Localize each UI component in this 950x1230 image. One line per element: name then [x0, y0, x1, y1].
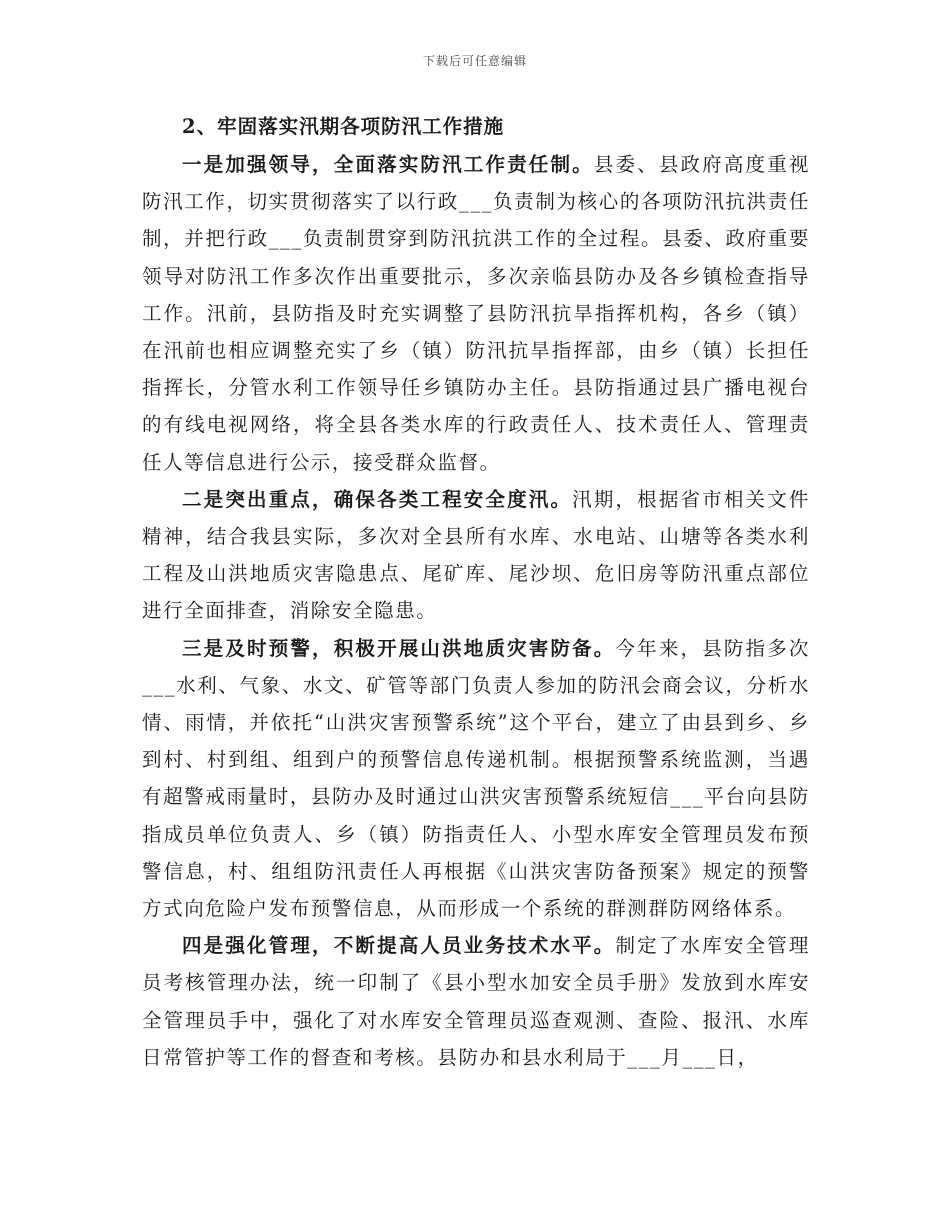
- paragraph-lead: 三是及时预警，积极开展山洪地质灾害防备。: [182, 636, 616, 660]
- paragraph-body: 县委、县政府高度重视防汛工作，切实贯彻落实了以行政___负责制为核心的各项防汛抗洪责任制，并把行政___负责制贯穿到防汛抗洪工作的全过程。县委、政府重要领导对防汛工作多次作出重要批示，多次亲临县防办及各乡镇检查指导工作。汛前，县防指及时充实调整了县防汛抗旱指挥机构，各乡（镇）在汛前也相应调整充实了乡（镇）防汛抗旱指挥部，由乡（镇）长担任指挥长，分管水利工作领导任乡镇防办主任。县防指通过县广播电视台的有线电视网络，将全县各类水库的行政责任人、技术责任人、管理责任人等信息进行公示，接受群众监督。: [142, 153, 810, 474]
- page-header: 下载后可任意编辑: [422, 54, 527, 68]
- paragraph-early-warning: [142, 630, 810, 928]
- paragraph-management: [142, 927, 810, 1076]
- paragraph-key-projects: [142, 481, 810, 630]
- paragraph-lead: 四是强化管理，不断提高人员业务技术水平。: [182, 934, 616, 958]
- section-heading: 2、牢固落实汛期各项防汛工作措施: [182, 115, 505, 138]
- document-body: [142, 108, 810, 1076]
- paragraph-leadership: [142, 146, 810, 481]
- paragraph-body: 汛期，根据省市相关文件精神，结合我县实际，多次对全县所有水库、水电站、山塘等各类水利工程及山洪地质灾害隐患点、尾矿库、尾沙坝、危旧房等防汛重点部位进行全面排查，消除安全隐患。: [142, 487, 810, 623]
- paragraph-lead: 二是突出重点，确保各类工程安全度汛。: [182, 487, 573, 511]
- paragraph-body: 制定了水库安全管理员考核管理办法，统一印制了《县小型水加安全员手册》发放到水库安全管理员手中，强化了对水库安全管理员巡查观测、查险、报汛、水库日常管护等工作的督查和考核。县防办和县水利局于___月___日，: [142, 934, 810, 1069]
- paragraph-lead: 一是加强领导，全面落实防汛工作责任制。: [182, 153, 594, 176]
- paragraph-body: 今年来，县防指多次___水利、气象、水文、矿管等部门负责人参加的防汛会商会议，分析水情、雨情，并依托“山洪灾害预警系统”这个平台，建立了由县到乡、乡到村、村到组、组到户的预警信息传递机制。根据预警系统监测，当遇有超警戒雨量时，县防办及时通过山洪灾害预警系统短信___平台向县防指成员单位负责人、乡（镇）防指责任人、小型水库安全管理员发布预警信息，村、组组防汛责任人再根据《山洪灾害防备预案》规定的预警方式向危险户发布预警信息，从而形成一个系统的群测群防网络体系。: [142, 636, 810, 921]
